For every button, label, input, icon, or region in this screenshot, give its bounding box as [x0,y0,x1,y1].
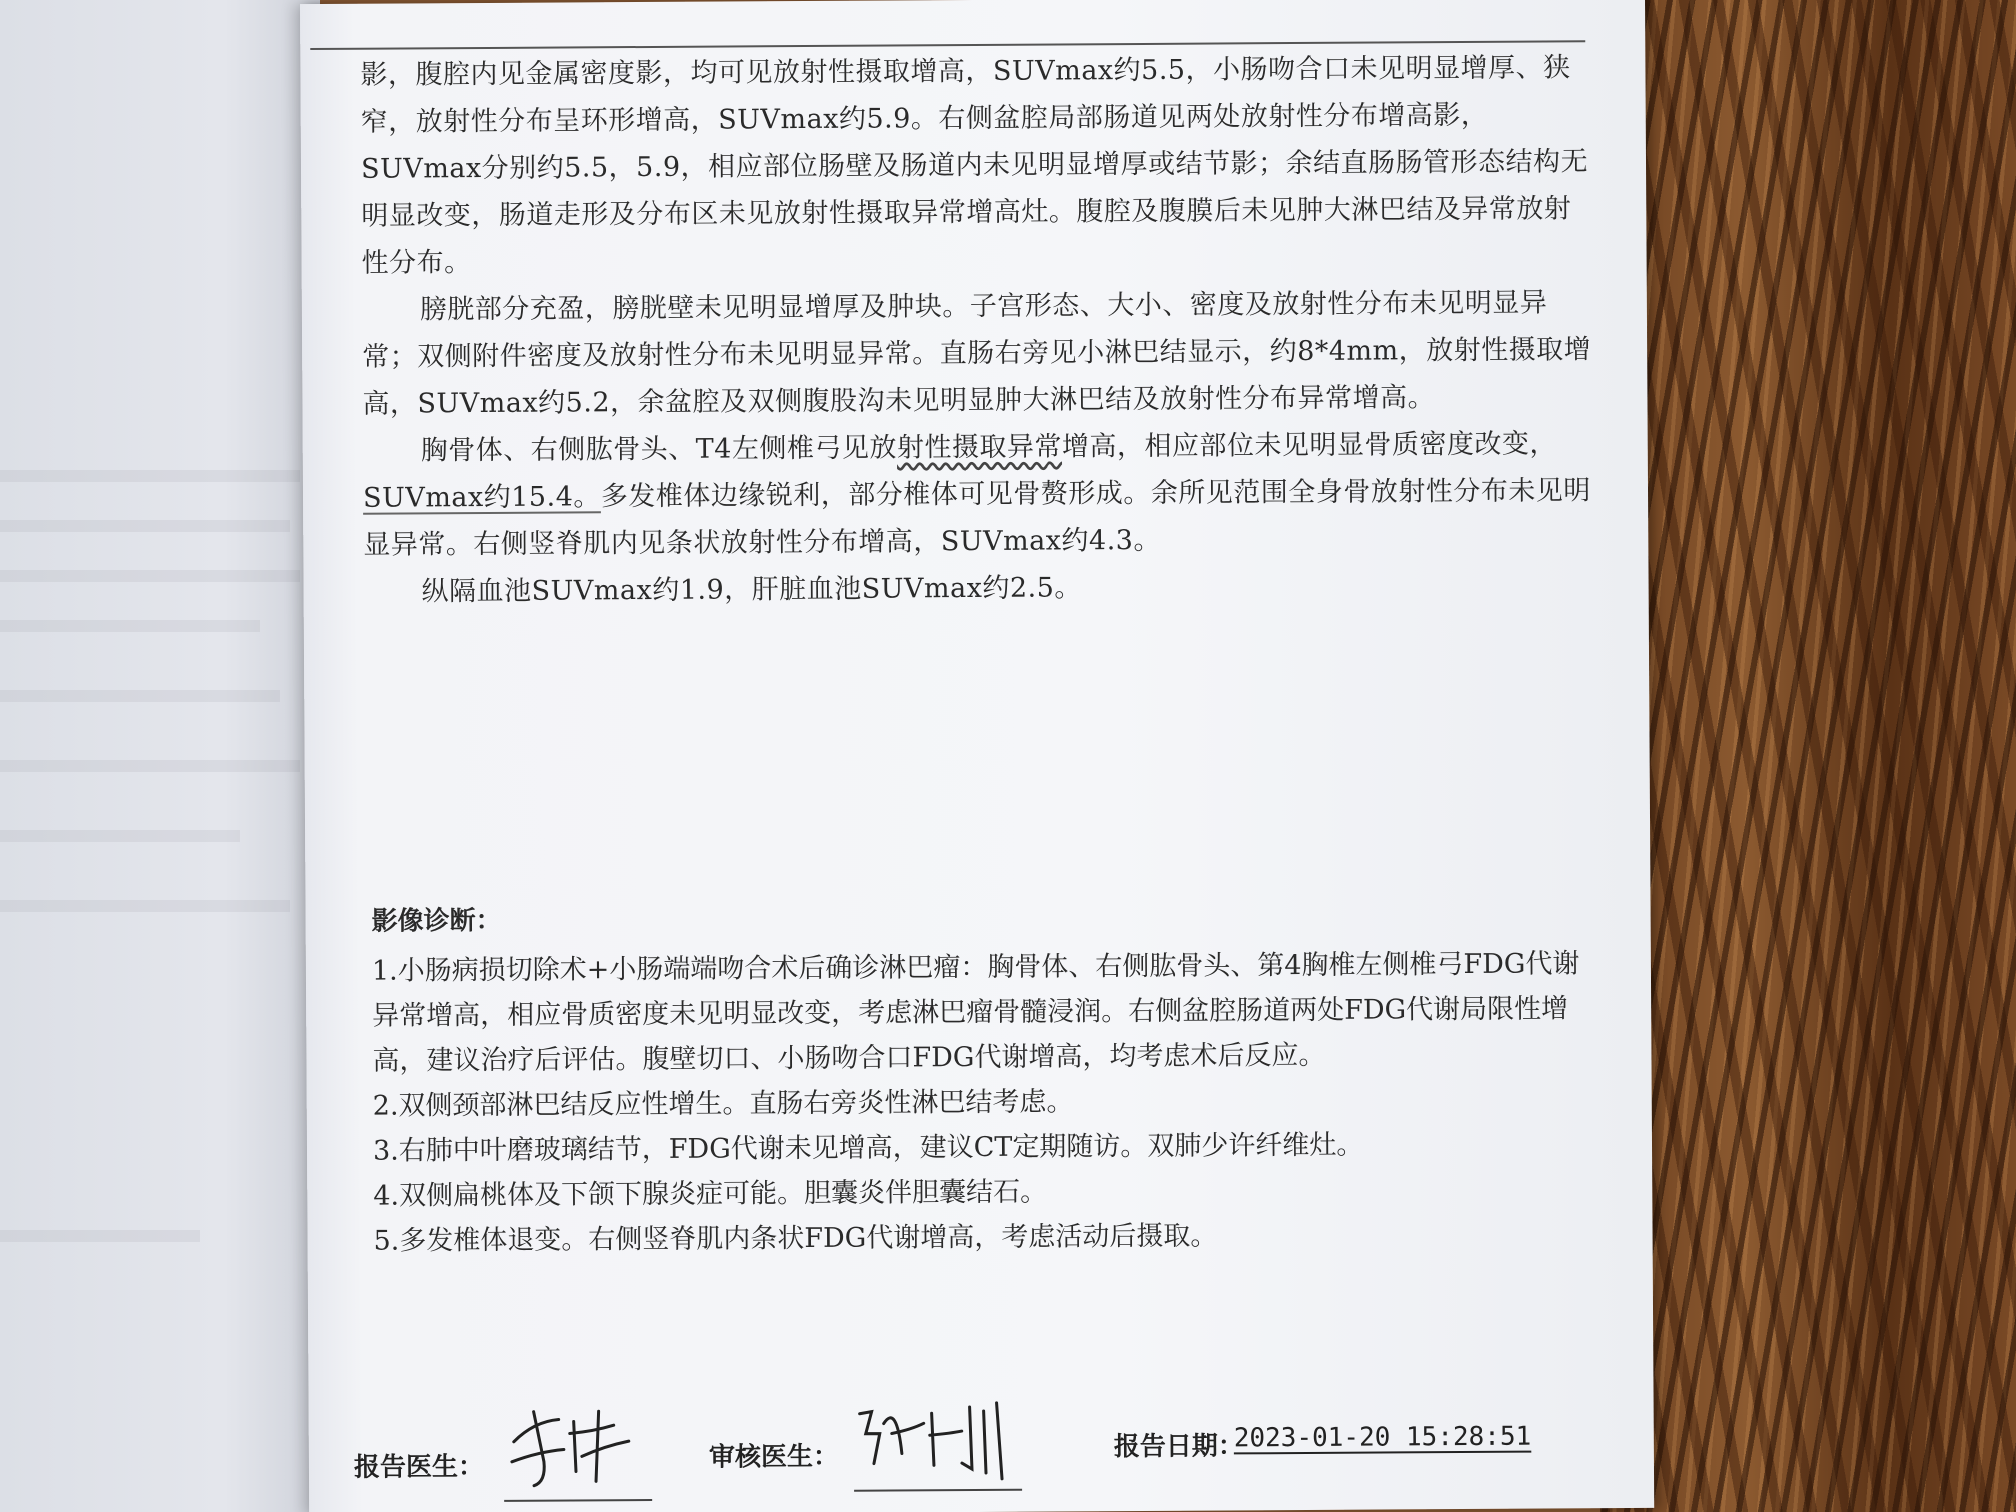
ghost-text-line [0,690,280,702]
bone-text-start: 胸骨体、右侧肱骨头、T4左侧椎弓见放 [420,432,898,467]
ghost-text-line [0,570,300,582]
bone-text-mid: 增高，相应部位未见明显骨质密度改变， [1061,428,1558,463]
reviewer-label: 审核医生： [708,1441,840,1473]
signature-row [354,1401,1615,1509]
wooden-table [1600,0,2016,1512]
report-doctor-label: 报告医生： [353,1452,485,1483]
ghost-text-line [0,620,260,632]
diagnosis-item: 4.双侧扁桃体及下颌下腺炎症可能。胆囊炎伴胆囊结石。 [373,1176,1048,1212]
diagnosis-item: 3.右肺中叶磨玻璃结节，FDG代谢未见增高，建议CT定期随访。双肺少许纤维灶。 [372,1129,1364,1167]
reviewer-sign-line [854,1489,1022,1492]
wavy-underlined-text: 射性摄取异常 [896,431,1063,464]
diagnosis-section [371,892,1593,1263]
report-date-label: 报告日期： [1113,1431,1244,1463]
reviewer-signature [852,1393,1023,1484]
findings-paragraph-bloodpool: 纵隔血池SUVmax约1.9，肝脏血池SUVmax约2.5。 [421,572,1082,608]
ghost-text-line [0,520,290,532]
diagnosis-item: 1.小肠病损切除术+小肠端端吻合术后确诊淋巴瘤：胸骨体、右侧肱骨头、第4胸椎左侧椎弓FDG代谢异常增高，相应骨质密度未见明显改变，考虑淋巴瘤骨髓浸润。右侧盆腔肠道两处FDG代谢局限性增高，建议治疗后评估。腹壁切口、小肠吻合口FDG代谢增高，均考虑术后反应。 [371,948,1580,1077]
report-page [300,0,1654,1512]
ghost-text-line [0,470,300,482]
diagnosis-title: 影像诊断： [371,905,502,937]
ghost-text-line [0,830,240,842]
ghost-text-line [0,1230,200,1242]
underlined-suvmax: SUVmax约15.4。 [362,481,601,514]
ghost-text-line [0,900,290,912]
bone-text-end: 多发椎体边缘锐利，部分椎体可见骨赘形成。余所见范围全身骨放射性分布未见明显异常。右侧竖脊肌内见条状放射性分布增高，SUVmax约4.3。 [363,475,1591,561]
report-doctor-signature [504,1401,645,1492]
ghost-text-line [0,760,300,772]
diagnosis-item: 5.多发椎体退变。右侧竖脊肌内条状FDG代谢增高，考虑活动后摄取。 [373,1220,1218,1257]
report-date-value: 2023-01-20 15:28:51 [1233,1421,1532,1454]
report-doctor-sign-line [504,1499,652,1502]
underlying-page [0,0,320,1512]
findings-section [360,44,1593,616]
diagnosis-item: 2.双侧颈部淋巴结反应性增生。直肠右旁炎性淋巴结考虑。 [372,1086,1074,1122]
findings-paragraph-bone [363,420,1594,569]
findings-paragraph-abdomen: 影，腹腔内见金属密度影，均可见放射性摄取增高，SUVmax约5.5，小肠吻合口未见明显增厚、狭窄，放射性分布呈环形增高，SUVmax约5.9。右侧盆腔局部肠道见两处放射性分布增高影，SUVmax分别约5.5，5.9，相应部位肠壁及肠道内未见明显增厚或结节影；余结直肠肠管形态结构无明显改变，肠道走形及分布区未见放射性摄取异常增高灶。腹腔及腹膜后未见肿大淋巴结及异常放射性分布。 [360,52,1589,279]
findings-paragraph-pelvis: 膀胱部分充盈，膀胱壁未见明显增厚及肿块。子宫形态、大小、密度及放射性分布未见明显异常；双侧附件密度及放射性分布未见明显异常。直肠右旁见小淋巴结显示，约8*4mm，放射性摄取增高，SUVmax约5.2，余盆腔及双侧腹股沟未见明显肿大淋巴结及放射性分布异常增高。 [362,287,1592,420]
